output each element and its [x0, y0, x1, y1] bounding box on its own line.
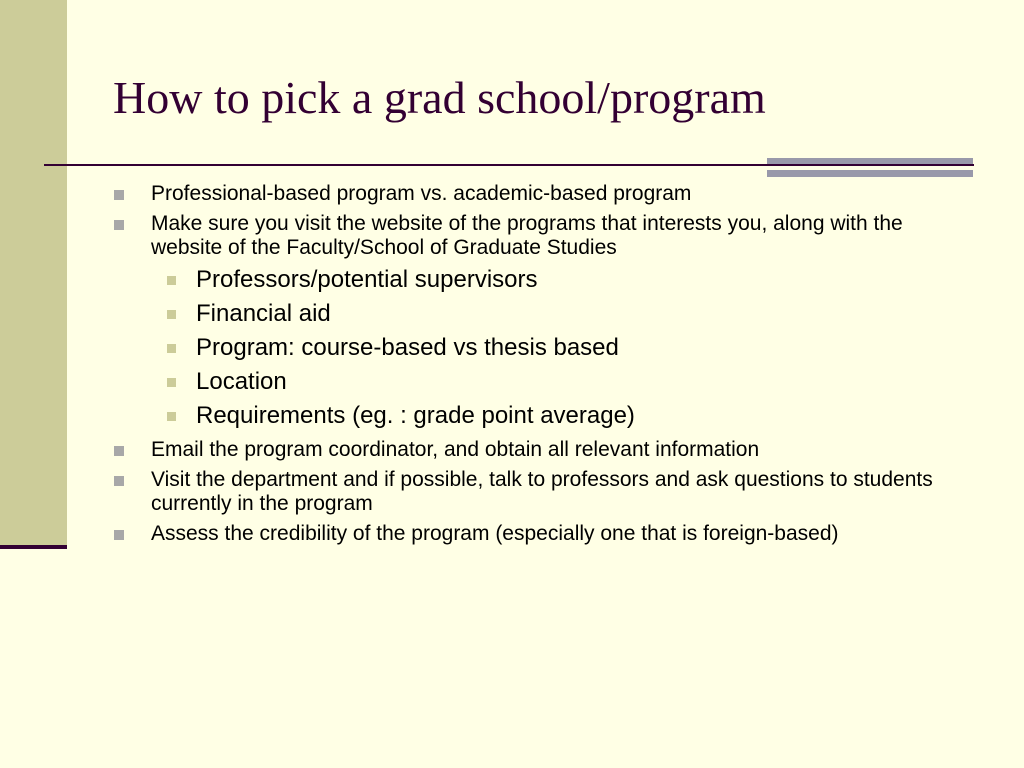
title-accent-bar-top	[767, 158, 973, 164]
bullet-text: Email the program coordinator, and obtain all relevant information	[151, 438, 760, 461]
square-bullet-icon	[114, 190, 124, 200]
slide-title: How to pick a grad school/program	[113, 72, 766, 123]
square-bullet-icon	[114, 476, 124, 486]
bullet-text: Make sure you visit the website of the programs that interests you, along with the website of the Faculty/School of Graduate Studies	[151, 212, 903, 259]
square-bullet-icon	[114, 446, 124, 456]
sub-bullet-text: Requirements (eg. : grade point average)	[196, 402, 635, 429]
sub-bullet-item	[159, 266, 974, 294]
sub-bullet-item	[159, 300, 974, 328]
bullet-text: Professional-based program vs. academic-based program	[151, 182, 692, 205]
square-subbullet-icon	[167, 276, 176, 285]
square-subbullet-icon	[167, 310, 176, 319]
title-accent-bar-bottom	[767, 170, 973, 177]
sub-bullet-item	[159, 368, 974, 396]
bullet-item	[114, 212, 974, 430]
sub-bullet-list	[151, 266, 974, 430]
square-subbullet-icon	[167, 344, 176, 353]
bullet-list	[114, 182, 974, 552]
square-bullet-icon	[114, 530, 124, 540]
bullet-text: Visit the department and if possible, talk to professors and ask questions to students currently in the program	[151, 468, 933, 515]
sub-bullet-item	[159, 334, 974, 362]
bullet-text: Assess the credibility of the program (especially one that is foreign-based)	[151, 522, 839, 545]
square-subbullet-icon	[167, 378, 176, 387]
bullet-item	[114, 182, 974, 206]
sub-bullet-text: Financial aid	[196, 300, 331, 327]
sub-bullet-text: Professors/potential supervisors	[196, 266, 538, 293]
sub-bullet-item	[159, 402, 974, 430]
sub-bullet-text: Location	[196, 368, 287, 395]
side-accent-underline	[0, 545, 67, 549]
square-subbullet-icon	[167, 412, 176, 421]
title-accent-bars	[767, 158, 973, 178]
sub-bullet-text: Program: course-based vs thesis based	[196, 334, 619, 361]
square-bullet-icon	[114, 220, 124, 230]
bullet-item	[114, 438, 974, 462]
bullet-item	[114, 468, 974, 516]
bullet-item	[114, 522, 974, 546]
side-accent-bar	[0, 0, 67, 545]
